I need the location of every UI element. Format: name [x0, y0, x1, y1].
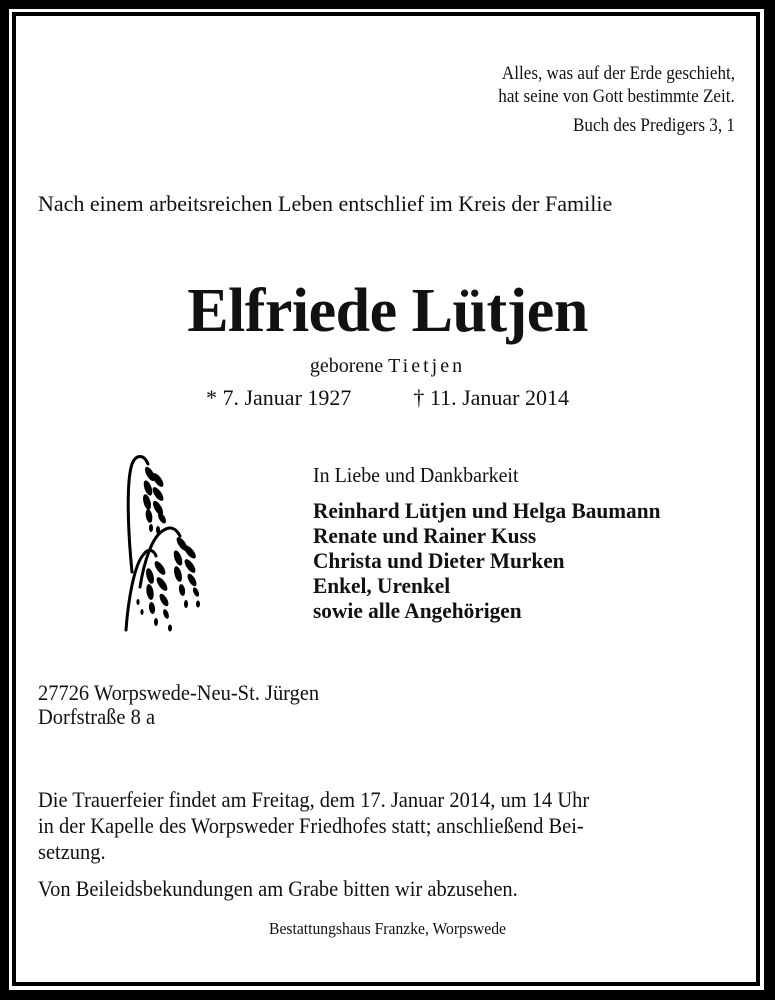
- wheat-stalks-icon: [118, 452, 218, 637]
- mourners-heading: In Liebe und Dankbarkeit: [313, 463, 519, 487]
- verse-line-1: Alles, was auf der Erde geschieht,: [501, 63, 735, 84]
- born-prefix: geborene: [309, 355, 384, 377]
- mourner-name: Reinhard Lütjen und Helga Baumann: [313, 498, 661, 523]
- mourner-name: Christa und Dieter Murken: [313, 548, 565, 573]
- intro-text: Nach einem arbeitsreichen Leben entschlief im Kreis der Familie: [38, 191, 613, 216]
- death-date: † 11. Januar 2014: [413, 385, 570, 410]
- service-line-3: setzung.: [38, 839, 106, 864]
- deceased-name: Elfriede Lütjen: [187, 277, 588, 345]
- mourner-name: sowie alle Angehörigen: [313, 598, 522, 623]
- mourner-name: Renate und Rainer Kuss: [313, 523, 537, 548]
- service-line-1: Die Trauerfeier findet am Freitag, dem 17. Januar 2014, um 14 Uhr: [38, 787, 590, 812]
- verse-line-2: hat seine von Gott bestimmte Zeit.: [498, 86, 735, 107]
- address-line-2: Dorfstraße 8 a: [38, 704, 156, 729]
- life-dates: [0, 387, 775, 409]
- address-line-1: 27726 Worpswede-Neu-St. Jürgen: [38, 680, 320, 705]
- service-line-2: in der Kapelle des Worpsweder Friedhofes statt; anschließend Bei-: [38, 813, 584, 838]
- mourner-name: Enkel, Urenkel: [313, 573, 451, 598]
- undertaker-credit: Bestattungshaus Franzke, Worpswede: [269, 919, 506, 938]
- condolence-note: Von Beileidsbekundungen am Grabe bitten wir abzusehen.: [38, 876, 518, 901]
- verse-source: Buch des Predigers 3, 1: [573, 115, 735, 136]
- birth-date: * 7. Januar 1927: [205, 385, 352, 410]
- maiden-name: Tietjen: [388, 355, 466, 377]
- maiden-name-line: [0, 356, 775, 376]
